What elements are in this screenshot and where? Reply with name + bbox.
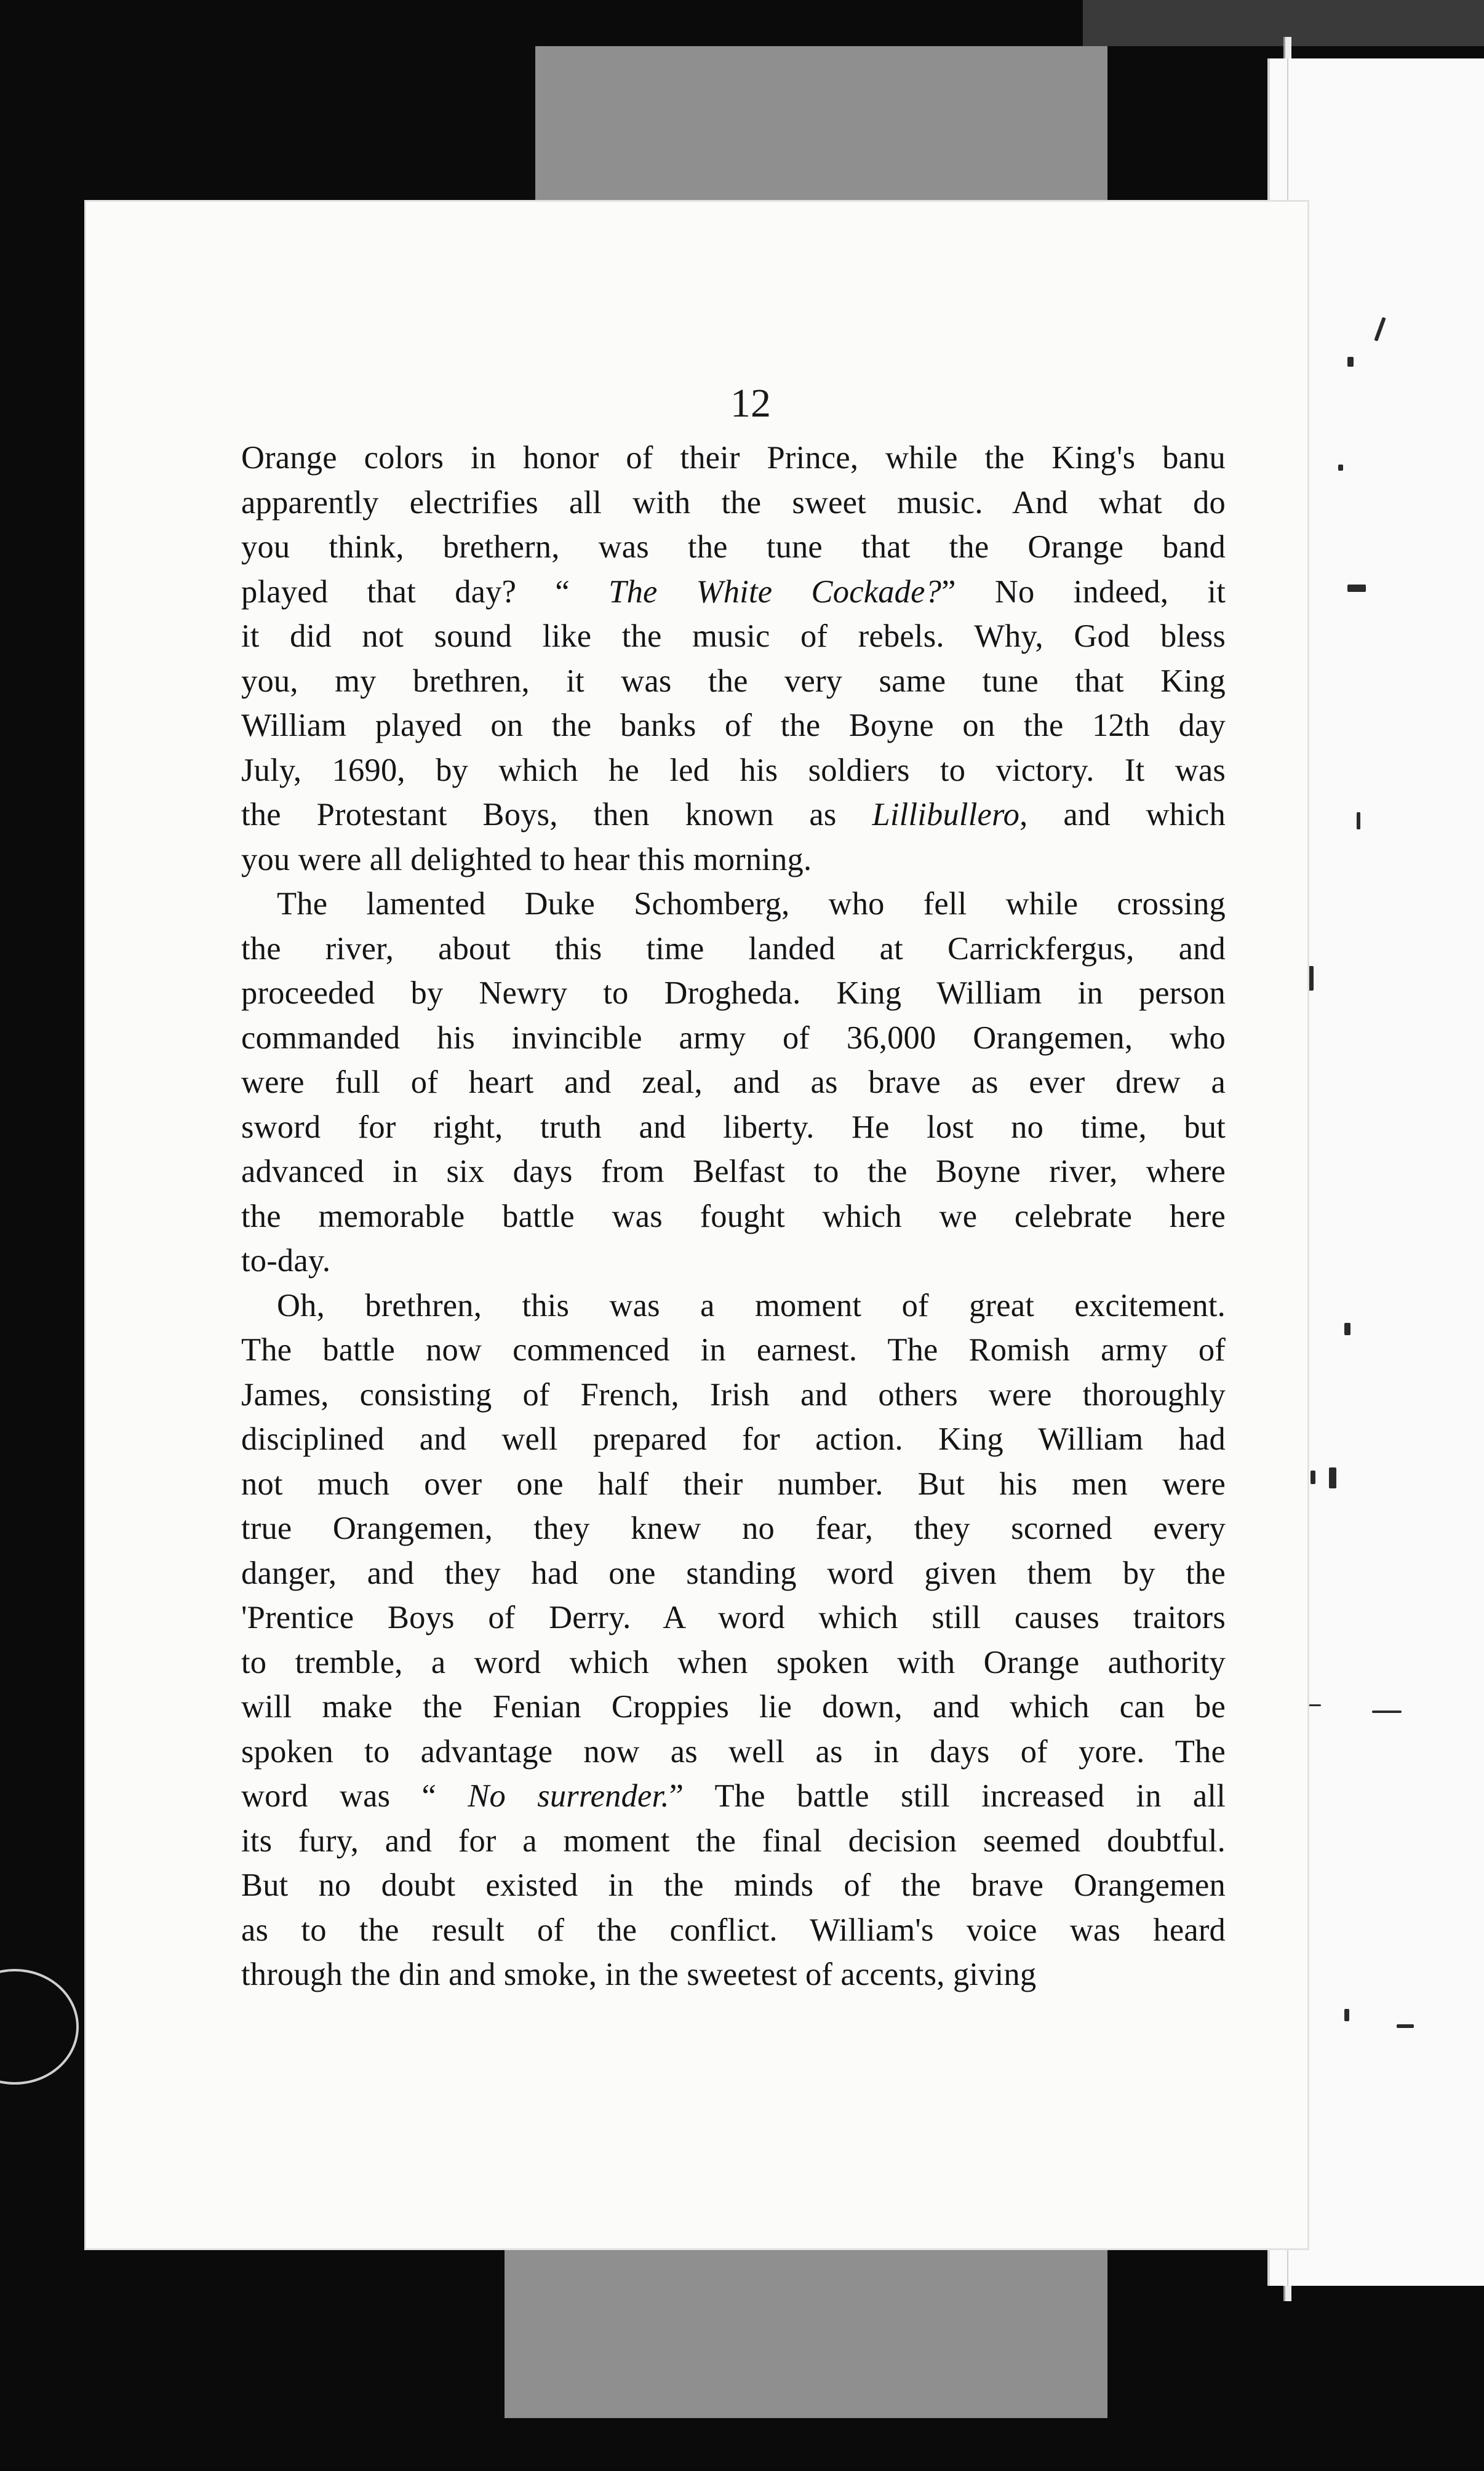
speck bbox=[1344, 2009, 1349, 2021]
text-line: Oh, brethren, this was a moment of great excitement. bbox=[277, 1287, 1226, 1323]
text-line: to-day. bbox=[241, 1243, 331, 1279]
text-line: Orange colors in honor of their Prince, while the King's banu bbox=[241, 440, 1226, 476]
speck bbox=[1310, 1471, 1315, 1484]
text-line: 'Prentice Boys of Derry. A word which still causes traitors bbox=[241, 1600, 1226, 1635]
page-number: 12 bbox=[730, 381, 771, 426]
text-line: disciplined and well prepared for action. King William had bbox=[241, 1421, 1226, 1457]
text-line: were full of heart and zeal, and as brave as ever drew a bbox=[241, 1064, 1226, 1100]
text-line: will make the Fenian Croppies lie down, and which can be bbox=[241, 1689, 1226, 1725]
text-line: James, consisting of French, Irish and others were thoroughly bbox=[241, 1376, 1226, 1413]
text-line: proceeded by Newry to Drogheda. King William in person bbox=[241, 975, 1226, 1011]
film-strip-top bbox=[535, 46, 1107, 206]
text-line: But no doubt existed in the minds of the brave Orangemen bbox=[241, 1867, 1226, 1903]
text-line: the river, about this time landed at Carrickfergus, and bbox=[241, 930, 1226, 967]
text-line: true Orangemen, they knew no fear, they scorned every bbox=[241, 1511, 1226, 1546]
text-line: through the din and smoke, in the sweetest of accents, giving bbox=[241, 1957, 1037, 1992]
paragraph bbox=[241, 436, 1226, 882]
film-strip-bottom bbox=[505, 2233, 1107, 2418]
text-line: danger, and they had one standing word given them by the bbox=[241, 1555, 1226, 1591]
book-page bbox=[86, 202, 1307, 2248]
text-line: played that day? “ The White Cockade?” No indeed, it bbox=[241, 573, 1226, 610]
speck bbox=[1357, 812, 1360, 829]
italic-title: Lillibullero bbox=[872, 797, 1020, 832]
text-line: sword for right, truth and liberty. He lost no time, but bbox=[241, 1109, 1226, 1145]
paragraph bbox=[241, 1283, 1226, 1997]
text-line: William played on the banks of the Boyne on the 12th day bbox=[241, 708, 1226, 743]
speck bbox=[1397, 2024, 1414, 2028]
text-line: not much over one half their number. But his men were bbox=[241, 1466, 1226, 1502]
text-line: you think, brethern, was the tune that the Orange band bbox=[241, 529, 1226, 565]
italic-title: No surrender. bbox=[468, 1778, 669, 1814]
speck bbox=[1347, 585, 1366, 592]
text-line: apparently electrifies all with the sweet music. And what do bbox=[241, 484, 1226, 521]
text-line: to tremble, a word which when spoken with Orange authority bbox=[241, 1644, 1226, 1680]
speck bbox=[1347, 357, 1354, 367]
speck bbox=[1344, 1323, 1350, 1335]
speck bbox=[1307, 966, 1314, 991]
text-line: its fury, and for a moment the final decision seemed doubtful. bbox=[241, 1822, 1226, 1859]
text-line: it did not sound like the music of rebels. Why, God bless bbox=[241, 618, 1226, 654]
text-line: you were all delighted to hear this morning. bbox=[241, 841, 812, 877]
speck bbox=[1372, 1711, 1402, 1713]
left-margin-arc bbox=[0, 1969, 79, 2085]
text-line: spoken to advantage now as well as in days of yore. The bbox=[241, 1733, 1226, 1770]
text-line: you, my brethren, it was the very same tune that King bbox=[241, 663, 1226, 699]
text-line: the Protestant Boys, then known as Lillibullero, and which bbox=[241, 797, 1226, 832]
paragraph bbox=[241, 882, 1226, 1283]
text-line: word was “ No surrender.” The battle still increased in all bbox=[241, 1778, 1226, 1814]
text-line: July, 1690, by which he led his soldiers to victory. It was bbox=[241, 752, 1226, 788]
text-line: as to the result of the conflict. William's voice was heard bbox=[241, 1912, 1226, 1948]
text-line: The lamented Duke Schomberg, who fell while crossing bbox=[277, 886, 1226, 922]
text-line: advanced in six days from Belfast to the Boyne river, where bbox=[241, 1154, 1226, 1189]
text-line: The battle now commenced in earnest. The Romish army of bbox=[241, 1332, 1226, 1368]
text-line: the memorable battle was fought which we celebrate here bbox=[241, 1198, 1226, 1234]
page-body-text bbox=[241, 436, 1226, 1997]
speck bbox=[1338, 465, 1343, 471]
text-line: commanded his invincible army of 36,000 Orangemen, who bbox=[241, 1020, 1226, 1056]
speck bbox=[1307, 1704, 1321, 1706]
italic-title: The White Cockade? bbox=[608, 573, 942, 610]
speck bbox=[1329, 1467, 1336, 1488]
